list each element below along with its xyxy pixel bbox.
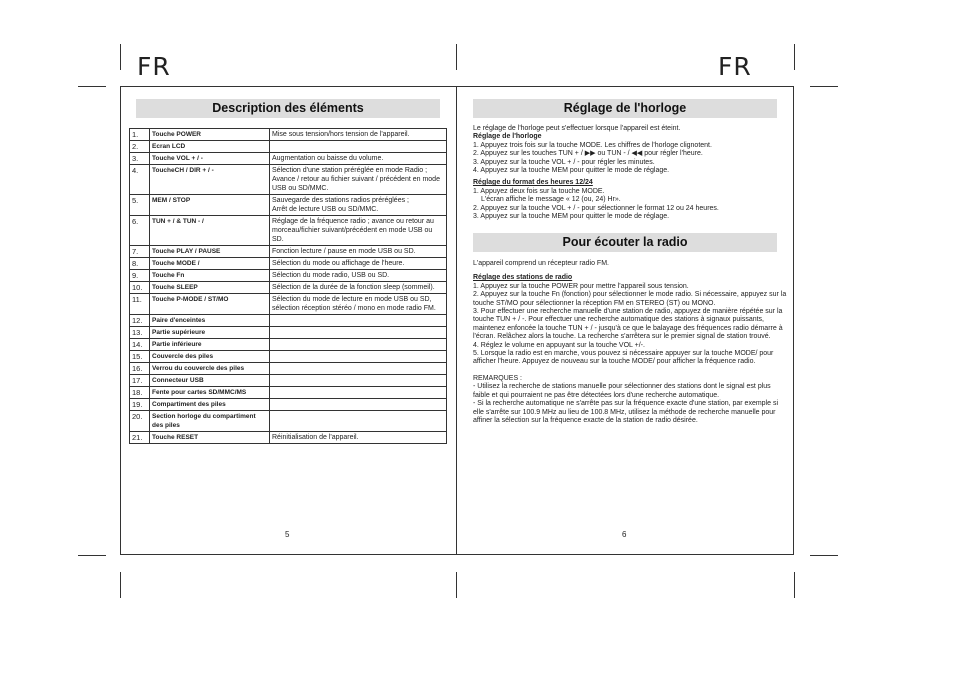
row-number: 4. — [130, 165, 150, 195]
format-step: 1. Appuyez deux fois sur la touche MODE. — [473, 187, 605, 195]
row-number: 12. — [130, 315, 150, 327]
table-row — [130, 363, 447, 375]
row-label: Touche MODE / — [150, 258, 270, 270]
row-description: Fonction lecture / pause en mode USB ou SD. — [270, 246, 447, 258]
row-description: Mise sous tension/hors tension de l'appareil. — [270, 129, 447, 141]
row-label: Section horloge du compartiment des piles — [150, 411, 270, 432]
left-section-title: Description des éléments — [136, 99, 440, 118]
clock-section-title: Réglage de l'horloge — [473, 99, 777, 118]
radio-section-text — [473, 260, 788, 425]
clock-step: 3. Appuyez sur la touche VOL + / - pour régler les minutes. — [473, 158, 655, 166]
table-row — [130, 216, 447, 246]
table-row — [130, 387, 447, 399]
remark-item: - Utilisez la recherche de stations manuelle pour sélectionner des stations dont le signal est plus faible et qui pourraient ne pas être détectées lors d'une recherche automatique. — [473, 383, 771, 399]
language-label-right: FR — [718, 52, 752, 81]
row-number: 1. — [130, 129, 150, 141]
remark-item: - Si la recherche automatique ne s'arrête pas sur la fréquence exacte d'une station, par exemple si elle s'arrête sur 100.9 MHz au lieu de 100.8 MHz, utilisez la méthode de recherche manuelle pour affiner la sélection sur la fréquence exacte de la station de radio désirée. — [473, 400, 779, 424]
clock-step: 4. Appuyez sur la touche MEM pour quitter le mode de réglage. — [473, 167, 670, 175]
radio-step: 3. Pour effectuer une recherche manuelle d'une station de radio, appuyez de manière répétée sur la touche TUN + / -. Pour effectuer une recherche automatique des stations à signaux puissants, maintenez enfoncée la touche TUN + / - jusqu'à ce que le balayage des fréquences radio démarre à l'écran. Relâchez alors la touche. La recherche s'arrêtera sur le premier signal de station trouvé. — [473, 308, 783, 341]
row-label: Partie supérieure — [150, 327, 270, 339]
crop-mark — [456, 572, 457, 598]
row-number: 5. — [130, 195, 150, 216]
radio-step: 2. Appuyez sur la touche Fn (fonction) pour sélectionner le mode radio. Si nécessaire, appuyez sur la touche ST/MO pour sélectionner la réception FM en STEREO (ST) ou MONO. — [473, 291, 787, 307]
row-label: Touche Fn — [150, 270, 270, 282]
row-number: 9. — [130, 270, 150, 282]
row-number: 10. — [130, 282, 150, 294]
row-description: Réglage de la fréquence radio ; avance ou retour au morceau/fichier suivant/précédent en mode USB ou SD. — [270, 216, 447, 246]
row-label: Touche P-MODE / ST/MO — [150, 294, 270, 315]
row-label: Partie inférieure — [150, 339, 270, 351]
table-row — [130, 282, 447, 294]
row-label: Touche SLEEP — [150, 282, 270, 294]
crop-mark — [120, 572, 121, 598]
row-description: Augmentation ou baisse du volume. — [270, 153, 447, 165]
table-row — [130, 246, 447, 258]
radio-intro: L'appareil comprend un récepteur radio FM. — [473, 260, 609, 267]
table-row — [130, 399, 447, 411]
row-label: Paire d'enceintes — [150, 315, 270, 327]
row-number: 19. — [130, 399, 150, 411]
components-table — [129, 128, 447, 444]
crop-mark — [456, 44, 457, 70]
language-label-left: FR — [137, 52, 171, 81]
row-label: MEM / STOP — [150, 195, 270, 216]
row-label: Couvercle des piles — [150, 351, 270, 363]
radio-step: 4. Réglez le volume en appuyant sur la touche VOL +/-. — [473, 341, 645, 349]
table-row — [130, 165, 447, 195]
table-row — [130, 375, 447, 387]
row-number: 16. — [130, 363, 150, 375]
row-label: Fente pour cartes SD/MMC/MS — [150, 387, 270, 399]
crop-mark — [78, 555, 106, 556]
row-label: Verrou du couvercle des piles — [150, 363, 270, 375]
table-row — [130, 141, 447, 153]
row-number: 11. — [130, 294, 150, 315]
radio-step: 1. Appuyez sur la touche POWER pour mettre l'appareil sous tension. — [473, 282, 689, 290]
row-label: Touche VOL + / - — [150, 153, 270, 165]
format-subheading: Réglage du format des heures 12/24 — [473, 179, 593, 187]
row-label: Touche PLAY / PAUSE — [150, 246, 270, 258]
table-row — [130, 339, 447, 351]
row-description: Sélection du mode ou affichage de l'heure. — [270, 258, 447, 270]
table-row — [130, 294, 447, 315]
table-row — [130, 411, 447, 432]
row-description — [270, 339, 447, 351]
row-label: Compartiment des piles — [150, 399, 270, 411]
format-step: L'écran affiche le message « 12 (ou, 24) Hr». — [481, 196, 621, 204]
row-description: Sélection du mode radio, USB ou SD. — [270, 270, 447, 282]
row-number: 15. — [130, 351, 150, 363]
clock-section-text — [473, 125, 788, 221]
table-row — [130, 327, 447, 339]
table-row — [130, 270, 447, 282]
crop-mark — [794, 572, 795, 598]
row-number: 21. — [130, 432, 150, 444]
row-label: ToucheCH / DIR + / - — [150, 165, 270, 195]
table-row — [130, 432, 447, 444]
row-description: Sauvegarde des stations radios préréglées ; Arrêt de lecture USB ou SD/MMC. — [270, 195, 447, 216]
clock-step: 2. Appuyez sur les touches TUN + / ▶▶ ou TUN - / ◀◀ pour régler l'heure. — [473, 150, 703, 158]
row-label: Touche POWER — [150, 129, 270, 141]
row-description: Sélection d'une station préréglée en mode Radio ; Avance / retour au fichier suivant / précédent en mode USB ou SD/MMC. — [270, 165, 447, 195]
radio-subheading: Réglage des stations de radio — [473, 274, 573, 282]
crop-mark — [794, 44, 795, 70]
page-divider — [456, 86, 457, 555]
row-number: 14. — [130, 339, 150, 351]
table-row — [130, 129, 447, 141]
format-step: 2. Appuyez sur la touche VOL + / - pour sélectionner le format 12 ou 24 heures. — [473, 204, 719, 212]
table-row — [130, 195, 447, 216]
row-description — [270, 315, 447, 327]
row-description: Sélection de la durée de la fonction sleep (sommeil). — [270, 282, 447, 294]
table-row — [130, 351, 447, 363]
row-description — [270, 327, 447, 339]
row-label: TUN + / & TUN - / — [150, 216, 270, 246]
row-description — [270, 141, 447, 153]
row-number: 3. — [130, 153, 150, 165]
crop-mark — [810, 86, 838, 87]
row-description — [270, 363, 447, 375]
clock-subheading: Réglage de l'horloge — [473, 133, 542, 141]
table-row — [130, 258, 447, 270]
page-number-right: 6 — [622, 530, 627, 539]
row-number: 20. — [130, 411, 150, 432]
format-step: 3. Appuyez sur la touche MEM pour quitter le mode de réglage. — [473, 213, 670, 221]
crop-mark — [78, 86, 106, 87]
crop-mark — [810, 555, 838, 556]
row-description — [270, 375, 447, 387]
row-number: 2. — [130, 141, 150, 153]
row-description — [270, 387, 447, 399]
page-number-left: 5 — [285, 530, 290, 539]
row-description — [270, 411, 447, 432]
table-row — [130, 315, 447, 327]
row-number: 7. — [130, 246, 150, 258]
radio-step: 5. Lorsque la radio est en marche, vous pouvez si nécessaire appuyer sur la touche MODE/ pour afficher l'heure. Appuyez de nouveau sur la touche MODE/ pour afficher la fréquence radio. — [473, 350, 774, 366]
radio-section-title: Pour écouter la radio — [473, 233, 777, 252]
row-number: 17. — [130, 375, 150, 387]
row-number: 13. — [130, 327, 150, 339]
row-label: Connecteur USB — [150, 375, 270, 387]
remarks-title: REMARQUES : — [473, 374, 523, 382]
row-number: 8. — [130, 258, 150, 270]
row-description — [270, 399, 447, 411]
clock-intro: Le réglage de l'horloge peut s'effectuer lorsque l'appareil est éteint. — [473, 125, 681, 132]
row-description: Réinitialisation de l'appareil. — [270, 432, 447, 444]
row-number: 6. — [130, 216, 150, 246]
clock-step: 1. Appuyez trois fois sur la touche MODE. Les chiffres de l'horloge clignotent. — [473, 141, 712, 149]
row-description — [270, 351, 447, 363]
row-number: 18. — [130, 387, 150, 399]
row-label: Ecran LCD — [150, 141, 270, 153]
crop-mark — [120, 44, 121, 70]
row-label: Touche RESET — [150, 432, 270, 444]
row-description: Sélection du mode de lecture en mode USB ou SD, sélection réception stéréo / mono en mode radio FM. — [270, 294, 447, 315]
table-row — [130, 153, 447, 165]
